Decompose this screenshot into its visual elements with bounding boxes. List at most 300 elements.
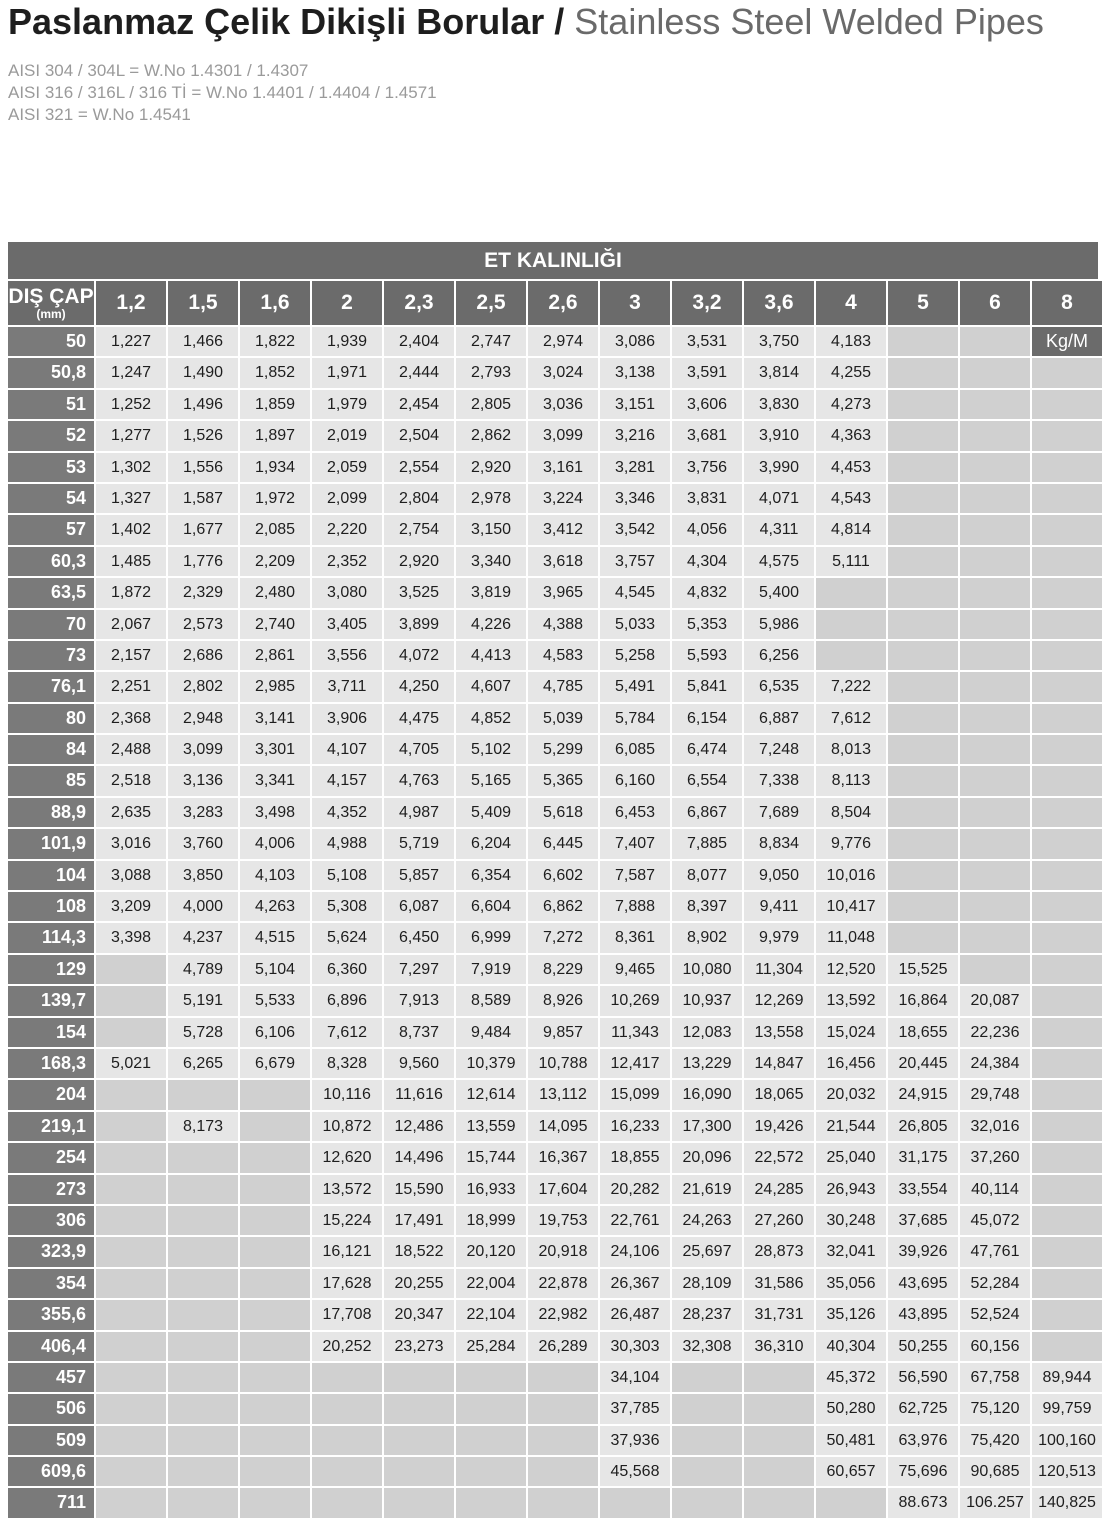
outer-diameter-cell: 354 xyxy=(8,1269,94,1298)
weight-cell xyxy=(888,547,958,576)
weight-cell xyxy=(1032,390,1102,419)
weight-cell: 26,805 xyxy=(888,1112,958,1141)
weight-cell: 31,731 xyxy=(744,1300,814,1329)
weight-cell: 16,090 xyxy=(672,1080,742,1109)
weight-cell: 9,411 xyxy=(744,892,814,921)
table-body xyxy=(8,327,1098,1518)
weight-cell: 27,260 xyxy=(744,1206,814,1235)
weight-cell: 8,504 xyxy=(816,798,886,827)
outer-diameter-cell: 85 xyxy=(8,766,94,795)
weight-cell: 3,542 xyxy=(600,515,670,544)
weight-cell: 7,338 xyxy=(744,766,814,795)
weight-cell: 2,974 xyxy=(528,327,598,356)
weight-cell xyxy=(312,1363,382,1392)
weight-cell: 23,273 xyxy=(384,1332,454,1361)
weight-cell: 36,310 xyxy=(744,1332,814,1361)
weight-cell xyxy=(888,798,958,827)
weight-cell: 14,847 xyxy=(744,1049,814,1078)
outer-diameter-cell: 52 xyxy=(8,421,94,450)
weight-cell: 1,277 xyxy=(96,421,166,450)
weight-cell: 28,873 xyxy=(744,1237,814,1266)
weight-cell: 67,758 xyxy=(960,1363,1030,1392)
weight-cell xyxy=(384,1363,454,1392)
weight-cell xyxy=(312,1394,382,1423)
weight-cell: 90,685 xyxy=(960,1457,1030,1486)
weight-cell xyxy=(960,578,1030,607)
weight-cell: 106.257 xyxy=(960,1488,1030,1517)
weight-cell: 3,209 xyxy=(96,892,166,921)
weight-cell: 5,104 xyxy=(240,955,310,984)
weight-cell: 60,156 xyxy=(960,1332,1030,1361)
weight-cell: 6,445 xyxy=(528,829,598,858)
weight-cell: 3,088 xyxy=(96,861,166,890)
weight-cell: 5,033 xyxy=(600,610,670,639)
weight-cell: 6,160 xyxy=(600,766,670,795)
weight-cell: 5,191 xyxy=(168,986,238,1015)
weight-cell: 3,136 xyxy=(168,766,238,795)
weight-cell: 7,888 xyxy=(600,892,670,921)
weight-cell xyxy=(240,1143,310,1172)
weight-cell: 8,902 xyxy=(672,923,742,952)
pipe-weight-table xyxy=(8,242,1098,1518)
spec-line: AISI 316 / 316L / 316 Tİ = W.No 1.4401 / 1.4404 / 1.4571 xyxy=(8,83,437,102)
thickness-header: 1,2 xyxy=(96,281,166,325)
weight-cell: 24,285 xyxy=(744,1175,814,1204)
weight-cell: 5,624 xyxy=(312,923,382,952)
weight-cell xyxy=(1032,892,1102,921)
thickness-header: 6 xyxy=(960,281,1030,325)
weight-cell: 8,328 xyxy=(312,1049,382,1078)
outer-diameter-cell: 114,3 xyxy=(8,923,94,952)
weight-cell xyxy=(888,735,958,764)
weight-cell: 8,926 xyxy=(528,986,598,1015)
weight-cell: 2,209 xyxy=(240,547,310,576)
thickness-header: 2 xyxy=(312,281,382,325)
weight-cell: 4,814 xyxy=(816,515,886,544)
weight-cell xyxy=(1032,1332,1102,1361)
weight-cell: 3,016 xyxy=(96,829,166,858)
weight-cell: 3,281 xyxy=(600,453,670,482)
weight-cell: 40,304 xyxy=(816,1332,886,1361)
outer-diameter-cell: 273 xyxy=(8,1175,94,1204)
weight-cell: 3,819 xyxy=(456,578,526,607)
weight-cell: 56,590 xyxy=(888,1363,958,1392)
weight-cell: 2,480 xyxy=(240,578,310,607)
weight-cell: 18,065 xyxy=(744,1080,814,1109)
weight-cell: 3,099 xyxy=(168,735,238,764)
outer-diameter-cell: 509 xyxy=(8,1426,94,1455)
weight-cell: 6,085 xyxy=(600,735,670,764)
weight-cell: 12,520 xyxy=(816,955,886,984)
weight-cell xyxy=(888,484,958,513)
weight-cell: 2,444 xyxy=(384,358,454,387)
weight-cell: 6,554 xyxy=(672,766,742,795)
weight-cell xyxy=(888,390,958,419)
weight-cell: 20,120 xyxy=(456,1237,526,1266)
weight-cell: 4,103 xyxy=(240,861,310,890)
weight-cell: 17,491 xyxy=(384,1206,454,1235)
weight-cell xyxy=(816,610,886,639)
weight-cell: 37,685 xyxy=(888,1206,958,1235)
diameter-header-label: DIŞ ÇAP xyxy=(8,285,94,308)
weight-cell: 14,095 xyxy=(528,1112,598,1141)
outer-diameter-cell: 204 xyxy=(8,1080,94,1109)
weight-cell: 5,841 xyxy=(672,672,742,701)
weight-cell: 26,943 xyxy=(816,1175,886,1204)
weight-cell xyxy=(888,453,958,482)
weight-cell xyxy=(960,641,1030,670)
weight-cell: 26,367 xyxy=(600,1269,670,1298)
weight-cell: 1,466 xyxy=(168,327,238,356)
weight-cell: 3,814 xyxy=(744,358,814,387)
weight-cell xyxy=(240,1112,310,1141)
weight-cell: 52,284 xyxy=(960,1269,1030,1298)
weight-cell: 1,971 xyxy=(312,358,382,387)
weight-cell xyxy=(888,672,958,701)
weight-cell xyxy=(960,735,1030,764)
weight-cell: 2,754 xyxy=(384,515,454,544)
weight-cell xyxy=(96,1269,166,1298)
weight-cell: 26,487 xyxy=(600,1300,670,1329)
weight-cell: 2,920 xyxy=(456,453,526,482)
weight-cell: 3,346 xyxy=(600,484,670,513)
weight-cell: 4,237 xyxy=(168,923,238,952)
weight-cell xyxy=(672,1426,742,1455)
weight-cell: 1,490 xyxy=(168,358,238,387)
weight-cell: 75,420 xyxy=(960,1426,1030,1455)
weight-cell: 4,515 xyxy=(240,923,310,952)
weight-cell: 4,607 xyxy=(456,672,526,701)
weight-cell: 40,114 xyxy=(960,1175,1030,1204)
weight-cell: 3,024 xyxy=(528,358,598,387)
weight-cell xyxy=(1032,1237,1102,1266)
weight-cell: 8,173 xyxy=(168,1112,238,1141)
weight-cell: 8,737 xyxy=(384,1018,454,1047)
weight-cell: 1,247 xyxy=(96,358,166,387)
weight-cell: 5,021 xyxy=(96,1049,166,1078)
weight-cell: 1,402 xyxy=(96,515,166,544)
outer-diameter-cell: 154 xyxy=(8,1018,94,1047)
weight-cell: 7,612 xyxy=(312,1018,382,1047)
weight-cell xyxy=(312,1426,382,1455)
weight-cell: 6,154 xyxy=(672,704,742,733)
weight-cell: 6,999 xyxy=(456,923,526,952)
weight-cell: 5,308 xyxy=(312,892,382,921)
weight-cell: 3,760 xyxy=(168,829,238,858)
weight-cell: 4,056 xyxy=(672,515,742,544)
weight-cell: 4,388 xyxy=(528,610,598,639)
weight-cell: 140,825 xyxy=(1032,1488,1102,1517)
weight-cell: 3,099 xyxy=(528,421,598,450)
weight-cell: 4,705 xyxy=(384,735,454,764)
weight-cell: 14,496 xyxy=(384,1143,454,1172)
weight-cell: 8,113 xyxy=(816,766,886,795)
weight-cell: 3,036 xyxy=(528,390,598,419)
weight-cell xyxy=(960,390,1030,419)
weight-cell xyxy=(96,986,166,1015)
outer-diameter-cell: 73 xyxy=(8,641,94,670)
weight-cell xyxy=(1032,1269,1102,1298)
weight-cell: 6,106 xyxy=(240,1018,310,1047)
weight-cell: 25,040 xyxy=(816,1143,886,1172)
weight-cell: 20,255 xyxy=(384,1269,454,1298)
weight-cell: 8,013 xyxy=(816,735,886,764)
weight-cell: 12,486 xyxy=(384,1112,454,1141)
weight-cell: 16,233 xyxy=(600,1112,670,1141)
weight-cell xyxy=(1032,1112,1102,1141)
weight-cell: 1,556 xyxy=(168,453,238,482)
thickness-header: 3,6 xyxy=(744,281,814,325)
weight-cell xyxy=(528,1426,598,1455)
weight-cell: 88.673 xyxy=(888,1488,958,1517)
thickness-header: 4 xyxy=(816,281,886,325)
weight-cell xyxy=(168,1488,238,1517)
weight-cell xyxy=(888,578,958,607)
weight-cell xyxy=(96,1206,166,1235)
weight-cell: 4,072 xyxy=(384,641,454,670)
weight-cell: 4,006 xyxy=(240,829,310,858)
weight-cell: 6,679 xyxy=(240,1049,310,1078)
weight-cell: 43,695 xyxy=(888,1269,958,1298)
weight-cell: 24,263 xyxy=(672,1206,742,1235)
weight-cell xyxy=(1032,986,1102,1015)
outer-diameter-cell: 306 xyxy=(8,1206,94,1235)
weight-cell: 4,988 xyxy=(312,829,382,858)
weight-cell xyxy=(1032,798,1102,827)
outer-diameter-cell: 60,3 xyxy=(8,547,94,576)
weight-cell xyxy=(960,672,1030,701)
weight-cell: 5,165 xyxy=(456,766,526,795)
weight-cell: 3,080 xyxy=(312,578,382,607)
weight-cell xyxy=(888,515,958,544)
weight-cell: 39,926 xyxy=(888,1237,958,1266)
weight-cell: 3,591 xyxy=(672,358,742,387)
weight-cell: 3,990 xyxy=(744,453,814,482)
weight-cell: 5,353 xyxy=(672,610,742,639)
weight-cell xyxy=(1032,1018,1102,1047)
weight-cell: 3,681 xyxy=(672,421,742,450)
weight-cell: 7,689 xyxy=(744,798,814,827)
weight-cell: 19,753 xyxy=(528,1206,598,1235)
outer-diameter-cell: 506 xyxy=(8,1394,94,1423)
weight-cell: 2,454 xyxy=(384,390,454,419)
weight-cell: 9,484 xyxy=(456,1018,526,1047)
weight-cell: 24,915 xyxy=(888,1080,958,1109)
weight-cell: 50,255 xyxy=(888,1332,958,1361)
weight-cell: 3,531 xyxy=(672,327,742,356)
weight-cell: 37,260 xyxy=(960,1143,1030,1172)
weight-cell: 1,972 xyxy=(240,484,310,513)
weight-cell: 10,417 xyxy=(816,892,886,921)
weight-cell: 5,039 xyxy=(528,704,598,733)
weight-cell: 4,545 xyxy=(600,578,670,607)
weight-cell xyxy=(1032,829,1102,858)
weight-cell xyxy=(96,955,166,984)
weight-cell: 2,861 xyxy=(240,641,310,670)
outer-diameter-cell: 406,4 xyxy=(8,1332,94,1361)
outer-diameter-cell: 139,7 xyxy=(8,986,94,1015)
thickness-header: 2,5 xyxy=(456,281,526,325)
weight-cell: 13,112 xyxy=(528,1080,598,1109)
weight-cell: 4,789 xyxy=(168,955,238,984)
weight-cell: 4,255 xyxy=(816,358,886,387)
weight-cell xyxy=(1032,610,1102,639)
weight-cell: 18,655 xyxy=(888,1018,958,1047)
weight-cell: 17,628 xyxy=(312,1269,382,1298)
weight-cell xyxy=(240,1300,310,1329)
title-english: Stainless Steel Welded Pipes xyxy=(574,1,1044,42)
weight-cell: 6,360 xyxy=(312,955,382,984)
weight-cell xyxy=(312,1457,382,1486)
weight-cell xyxy=(528,1488,598,1517)
weight-cell: 22,004 xyxy=(456,1269,526,1298)
weight-cell: 21,619 xyxy=(672,1175,742,1204)
weight-cell: 5,400 xyxy=(744,578,814,607)
weight-cell: 11,304 xyxy=(744,955,814,984)
weight-cell xyxy=(168,1300,238,1329)
weight-cell: 12,083 xyxy=(672,1018,742,1047)
weight-cell: 4,363 xyxy=(816,421,886,450)
weight-cell: 4,852 xyxy=(456,704,526,733)
weight-cell: 4,832 xyxy=(672,578,742,607)
weight-cell: 4,583 xyxy=(528,641,598,670)
weight-cell: 10,116 xyxy=(312,1080,382,1109)
weight-cell: 2,804 xyxy=(384,484,454,513)
title-separator: / xyxy=(554,1,565,42)
weight-cell: 28,109 xyxy=(672,1269,742,1298)
weight-cell: 13,572 xyxy=(312,1175,382,1204)
weight-cell: 1,252 xyxy=(96,390,166,419)
weight-cell: 4,413 xyxy=(456,641,526,670)
weight-cell xyxy=(1032,766,1102,795)
weight-cell: 3,830 xyxy=(744,390,814,419)
weight-cell xyxy=(240,1363,310,1392)
weight-cell: 20,252 xyxy=(312,1332,382,1361)
weight-cell: 3,141 xyxy=(240,704,310,733)
weight-cell: 2,802 xyxy=(168,672,238,701)
weight-cell xyxy=(1032,861,1102,890)
weight-cell xyxy=(960,766,1030,795)
weight-cell xyxy=(240,1394,310,1423)
weight-cell xyxy=(888,641,958,670)
weight-cell: 30,248 xyxy=(816,1206,886,1235)
weight-cell: 2,740 xyxy=(240,610,310,639)
weight-cell: 4,575 xyxy=(744,547,814,576)
weight-cell xyxy=(1032,1175,1102,1204)
weight-cell: 3,340 xyxy=(456,547,526,576)
weight-cell xyxy=(168,1080,238,1109)
weight-cell: 32,308 xyxy=(672,1332,742,1361)
weight-cell: 33,554 xyxy=(888,1175,958,1204)
weight-cell: 3,711 xyxy=(312,672,382,701)
weight-cell xyxy=(816,641,886,670)
weight-cell: 13,592 xyxy=(816,986,886,1015)
weight-cell: 2,862 xyxy=(456,421,526,450)
weight-cell: 120,513 xyxy=(1032,1457,1102,1486)
weight-cell: 7,913 xyxy=(384,986,454,1015)
weight-cell: 18,522 xyxy=(384,1237,454,1266)
weight-cell xyxy=(240,1206,310,1235)
weight-cell: 4,763 xyxy=(384,766,454,795)
weight-cell: 3,556 xyxy=(312,641,382,670)
weight-cell xyxy=(1032,1080,1102,1109)
weight-cell: 4,250 xyxy=(384,672,454,701)
weight-cell xyxy=(1032,704,1102,733)
thickness-header: 2,6 xyxy=(528,281,598,325)
weight-cell xyxy=(960,453,1030,482)
weight-cell: 15,224 xyxy=(312,1206,382,1235)
weight-cell: 12,614 xyxy=(456,1080,526,1109)
weight-cell: 3,138 xyxy=(600,358,670,387)
weight-cell: 5,365 xyxy=(528,766,598,795)
weight-cell: 4,352 xyxy=(312,798,382,827)
weight-cell: 20,445 xyxy=(888,1049,958,1078)
weight-cell: 4,263 xyxy=(240,892,310,921)
weight-cell: 2,948 xyxy=(168,704,238,733)
weight-cell: 17,604 xyxy=(528,1175,598,1204)
weight-cell: 100,160 xyxy=(1032,1426,1102,1455)
weight-cell xyxy=(960,547,1030,576)
weight-cell: 3,899 xyxy=(384,610,454,639)
weight-cell: 5,409 xyxy=(456,798,526,827)
weight-cell: 6,887 xyxy=(744,704,814,733)
weight-cell: 7,885 xyxy=(672,829,742,858)
weight-cell xyxy=(744,1426,814,1455)
weight-cell: 5,102 xyxy=(456,735,526,764)
weight-cell: 20,918 xyxy=(528,1237,598,1266)
weight-cell xyxy=(1032,641,1102,670)
spec-line: AISI 321 = W.No 1.4541 xyxy=(8,105,191,124)
weight-cell xyxy=(1032,1300,1102,1329)
thickness-header: 8 xyxy=(1032,281,1102,325)
weight-cell: 24,384 xyxy=(960,1049,1030,1078)
weight-cell: 7,587 xyxy=(600,861,670,890)
weight-cell: 28,237 xyxy=(672,1300,742,1329)
weight-cell: 12,620 xyxy=(312,1143,382,1172)
weight-cell: 1,302 xyxy=(96,453,166,482)
weight-cell: 2,329 xyxy=(168,578,238,607)
weight-cell: 13,558 xyxy=(744,1018,814,1047)
weight-cell xyxy=(168,1175,238,1204)
weight-cell: 16,864 xyxy=(888,986,958,1015)
weight-cell xyxy=(96,1080,166,1109)
weight-cell: 5,491 xyxy=(600,672,670,701)
weight-cell xyxy=(528,1457,598,1486)
weight-cell xyxy=(600,1488,670,1517)
weight-cell xyxy=(888,421,958,450)
weight-cell: 4,226 xyxy=(456,610,526,639)
weight-cell xyxy=(1032,421,1102,450)
weight-cell xyxy=(1032,547,1102,576)
weight-cell xyxy=(240,1080,310,1109)
weight-cell: 6,087 xyxy=(384,892,454,921)
title-turkish: Paslanmaz Çelik Dikişli Borular xyxy=(8,1,545,42)
weight-cell: 12,269 xyxy=(744,986,814,1015)
weight-cell: 31,586 xyxy=(744,1269,814,1298)
weight-cell xyxy=(888,829,958,858)
weight-cell xyxy=(168,1426,238,1455)
weight-cell xyxy=(1032,453,1102,482)
weight-cell: 3,216 xyxy=(600,421,670,450)
weight-cell xyxy=(240,1269,310,1298)
weight-cell xyxy=(1032,923,1102,952)
outer-diameter-cell: 168,3 xyxy=(8,1049,94,1078)
weight-cell xyxy=(528,1363,598,1392)
spec-line: AISI 304 / 304L = W.No 1.4301 / 1.4307 xyxy=(8,61,309,80)
weight-cell: 89,944 xyxy=(1032,1363,1102,1392)
weight-cell xyxy=(96,1457,166,1486)
weight-cell: 4,785 xyxy=(528,672,598,701)
